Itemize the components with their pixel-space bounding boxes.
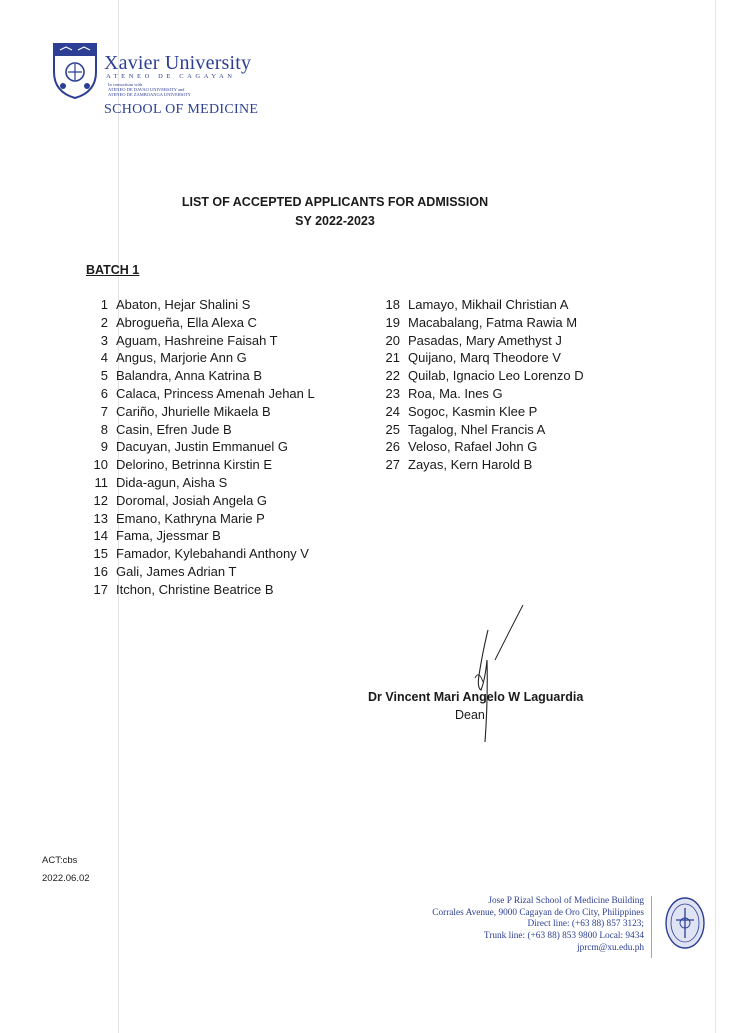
applicant-number: 20 <box>385 332 400 348</box>
applicant-name: Veloso, Rafael John G <box>408 439 538 455</box>
applicant-number: 26 <box>385 439 400 455</box>
applicant-item <box>90 511 315 529</box>
applicant-number: 3 <box>100 332 108 348</box>
signatory-name: Dr Vincent Mari Angelo W Laguardia <box>368 690 584 704</box>
applicant-item <box>90 439 315 457</box>
applicant-number: 11 <box>94 474 108 490</box>
applicant-number: 10 <box>93 457 108 473</box>
document-date: 2022.06.02 <box>42 873 90 884</box>
applicant-number: 13 <box>93 510 108 526</box>
email-line: jprcm@xu.edu.ph <box>577 942 644 953</box>
scan-edge-line <box>715 0 716 1033</box>
school-name: SCHOOL OF MEDICINE <box>104 102 259 117</box>
phone-line: Direct line: (+63 88) 857 3123; <box>527 919 644 930</box>
applicant-item <box>90 546 315 564</box>
applicant-name: Fama, Jjessmar B <box>116 528 221 544</box>
signature-icon <box>455 600 535 745</box>
applicant-number: 14 <box>93 528 108 544</box>
applicant-number: 25 <box>385 421 400 437</box>
applicant-number: 18 <box>385 297 400 312</box>
applicant-number: 17 <box>93 581 108 597</box>
university-name: Xavier University <box>104 52 252 74</box>
applicant-name: Dida-agun, Aisha S <box>116 474 228 490</box>
applicant-name: Roa, Ma. Ines G <box>408 385 503 401</box>
reference-initials: ACT:cbs <box>42 855 78 866</box>
applicant-name: Emano, Kathryna Marie P <box>116 510 265 526</box>
applicant-name: Cariño, Jhurielle Mikaela B <box>116 403 271 419</box>
batch-heading: BATCH 1 <box>86 263 140 277</box>
applicant-item <box>380 457 584 475</box>
applicant-number: 5 <box>100 368 108 384</box>
applicant-number: 4 <box>100 350 108 366</box>
address-line: Corrales Avenue, 9000 Cagayan de Oro City, Philippines <box>432 907 644 918</box>
applicant-item <box>90 315 315 333</box>
applicant-number: 7 <box>100 403 108 419</box>
applicant-name: Angus, Marjorie Ann G <box>116 350 247 366</box>
consortium-line: In consortium with <box>108 82 143 87</box>
applicant-number: 19 <box>385 314 400 330</box>
applicant-name: Dacuyan, Justin Emmanuel G <box>116 439 288 455</box>
university-subtitle: ATENEO DE CAGAYAN <box>106 73 236 80</box>
phone-line: Trunk line: (+63 88) 853 9800 Local: 9434 <box>483 931 644 942</box>
university-shield-logo-icon <box>52 42 98 100</box>
applicant-name: Abaton, Hejar Shalini S <box>116 297 251 312</box>
applicant-item <box>90 368 315 386</box>
applicant-item <box>380 350 584 368</box>
applicant-list-column-2 <box>380 297 584 475</box>
applicant-item <box>380 439 584 457</box>
applicant-item <box>90 422 315 440</box>
signatory-title: Dean <box>455 708 485 722</box>
footer-address <box>432 896 644 955</box>
address-line: Jose P Rizal School of Medicine Building <box>488 896 644 906</box>
applicant-name: Calaca, Princess Amenah Jehan L <box>116 385 315 401</box>
applicant-name: Pasadas, Mary Amethyst J <box>408 332 562 348</box>
applicant-item <box>90 528 315 546</box>
applicant-item <box>380 404 584 422</box>
applicant-name: Abrogueña, Ella Alexa C <box>116 314 257 330</box>
applicant-item <box>380 368 584 386</box>
applicant-item <box>90 564 315 582</box>
applicant-name: Macabalang, Fatma Rawia M <box>408 314 578 330</box>
applicant-name: Famador, Kylebahandi Anthony V <box>116 546 309 562</box>
applicant-item <box>90 457 315 475</box>
applicant-item <box>90 386 315 404</box>
applicant-item <box>90 475 315 493</box>
consortium-line: ATENEO DE ZAMBOANGA UNIVERSITY <box>108 92 191 97</box>
applicant-name: Delorino, Betrinna Kirstin E <box>116 457 273 473</box>
applicant-name: Lamayo, Mikhail Christian A <box>408 297 569 312</box>
applicant-number: 2 <box>100 314 108 330</box>
applicant-number: 22 <box>385 368 400 384</box>
school-year: SY 2022-2023 <box>295 214 375 228</box>
applicant-list-column-1 <box>90 297 315 600</box>
applicant-name: Quilab, Ignacio Leo Lorenzo D <box>408 368 584 384</box>
applicant-number: 23 <box>385 385 400 401</box>
applicant-item <box>90 493 315 511</box>
applicant-item <box>90 350 315 368</box>
applicant-item <box>380 422 584 440</box>
applicant-item <box>380 386 584 404</box>
applicant-item <box>380 333 584 351</box>
applicant-name: Itchon, Christine Beatrice B <box>116 581 274 597</box>
document-title: LIST OF ACCEPTED APPLICANTS FOR ADMISSION <box>181 195 489 209</box>
applicant-number: 24 <box>385 403 400 419</box>
applicant-item <box>90 297 315 315</box>
applicant-number: 21 <box>385 350 400 366</box>
applicant-number: 8 <box>100 421 108 437</box>
applicant-number: 27 <box>385 457 400 473</box>
applicant-item <box>380 315 584 333</box>
consortium-text <box>108 82 191 97</box>
applicant-item <box>90 582 315 600</box>
applicant-number: 16 <box>93 563 108 579</box>
applicant-number: 15 <box>93 546 108 562</box>
applicant-name: Casin, Efren Jude B <box>116 421 232 437</box>
applicant-number: 9 <box>100 439 108 455</box>
school-seal-icon <box>664 896 706 950</box>
applicant-name: Doromal, Josiah Angela G <box>116 492 268 508</box>
applicant-name: Gali, James Adrian T <box>116 563 237 579</box>
applicant-number: 6 <box>100 385 108 401</box>
applicant-number: 12 <box>93 492 108 508</box>
applicant-item <box>90 404 315 422</box>
consortium-line: ATENEO DE DAVAO UNIVERSITY and <box>108 87 185 92</box>
footer-divider <box>651 896 652 958</box>
applicant-name: Aguam, Hashreine Faisah T <box>116 332 278 348</box>
applicant-name: Tagalog, Nhel Francis A <box>408 421 546 437</box>
applicant-name: Sogoc, Kasmin Klee P <box>408 403 538 419</box>
applicant-name: Zayas, Kern Harold B <box>408 457 533 473</box>
applicant-item <box>380 297 584 315</box>
applicant-number: 1 <box>100 297 108 312</box>
applicant-item <box>90 333 315 351</box>
applicant-name: Balandra, Anna Katrina B <box>116 368 262 384</box>
applicant-name: Quijano, Marq Theodore V <box>408 350 561 366</box>
